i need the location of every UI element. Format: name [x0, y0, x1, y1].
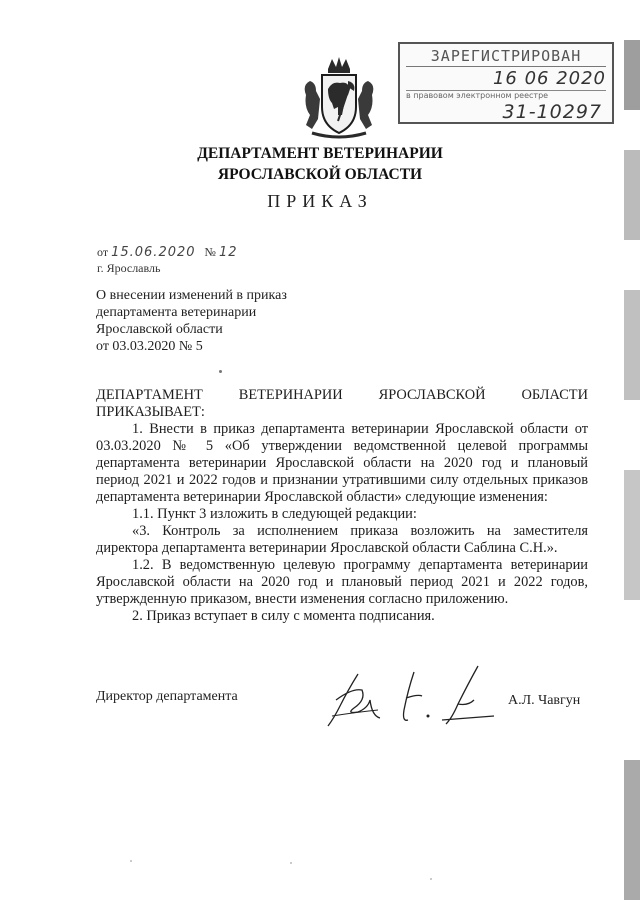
- subject-line: Ярославской области: [96, 322, 223, 337]
- document-date-number: [97, 245, 238, 260]
- scan-speck: [290, 862, 292, 864]
- document-city: г. Ярославль: [97, 261, 161, 275]
- paragraph-2: 2. Приказ вступает в силу с момента подписания.: [132, 608, 435, 624]
- paragraph-1-1-quote: «3. Контроль за исполнением приказа возложить на заместителя директора департамента ветеринарии Ярославской области Саблина С.Н.».: [96, 523, 588, 556]
- registration-stamp: [398, 42, 614, 124]
- signer-name: А.Л. Чавгун: [508, 693, 581, 708]
- scan-speck: [219, 370, 222, 373]
- paragraph-1-1: 1.1. Пункт 3 изложить в следующей редакции:: [132, 506, 417, 522]
- paragraph-1-2: 1.2. В ведомственную целевую программу департамента ветеринарии Ярославской области на 2020 год и плановый период 2021 и 2022 годов, утвержденную приказом, внести изменения согласно приложению.: [96, 557, 588, 607]
- scan-speck: [430, 878, 432, 880]
- scan-speck: [130, 860, 132, 862]
- scan-edge-artifact: [624, 760, 640, 900]
- stamp-registration-number: 31-10297: [502, 101, 602, 123]
- document-subject: [96, 287, 336, 355]
- stamp-header: ЗАРЕГИСТРИРОВАН: [406, 47, 606, 67]
- paragraph-1: 1. Внести в приказ департамента ветеринарии Ярославской области от 03.03.2020 № 5 «Об утверждении ведомственной целевой программы департамента ветеринарии Ярославской области на 2020 год и плановый период 2021 и 2022 годов и признании утратившими силу отдельных приказов департамента ветеринарии Ярославской области» следующие изменения:: [96, 421, 588, 505]
- date-from-label: от: [97, 245, 109, 259]
- signer-position: Директор департамента: [96, 689, 238, 704]
- coat-of-arms-icon: [298, 55, 380, 141]
- document-type-title: ПРИКАЗ: [267, 191, 373, 211]
- subject-line: от 03.03.2020 № 5: [96, 339, 203, 354]
- organization-name-line1: ДЕПАРТАМЕНТ ВЕТЕРИНАРИИ: [197, 145, 443, 162]
- number-label: №: [204, 245, 216, 259]
- handwritten-signature: [318, 660, 508, 732]
- organization-name-line2: ЯРОСЛАВСКОЙ ОБЛАСТИ: [217, 166, 423, 183]
- scan-edge-artifact: [624, 40, 640, 110]
- preamble-verb: ПРИКАЗЫВАЕТ:: [96, 404, 205, 420]
- document-body: [96, 387, 588, 625]
- subject-line: департамента ветеринарии: [96, 305, 257, 320]
- scan-edge-artifact: [624, 290, 640, 400]
- stamp-registry-note: в правовом электронном реестре: [406, 91, 549, 100]
- document-number: 12: [218, 245, 238, 260]
- stamp-date: 16 06 2020: [492, 68, 606, 89]
- subject-line: О внесении изменений в приказ: [96, 288, 287, 303]
- scan-edge-artifact: [624, 470, 640, 600]
- preamble-line: ДЕПАРТАМЕНТ ВЕТЕРИНАРИИ ЯРОСЛАВСКОЙ ОБЛАСТИ: [96, 387, 588, 403]
- organization-name: [0, 143, 640, 185]
- document-date: 15.06.2020: [111, 245, 196, 260]
